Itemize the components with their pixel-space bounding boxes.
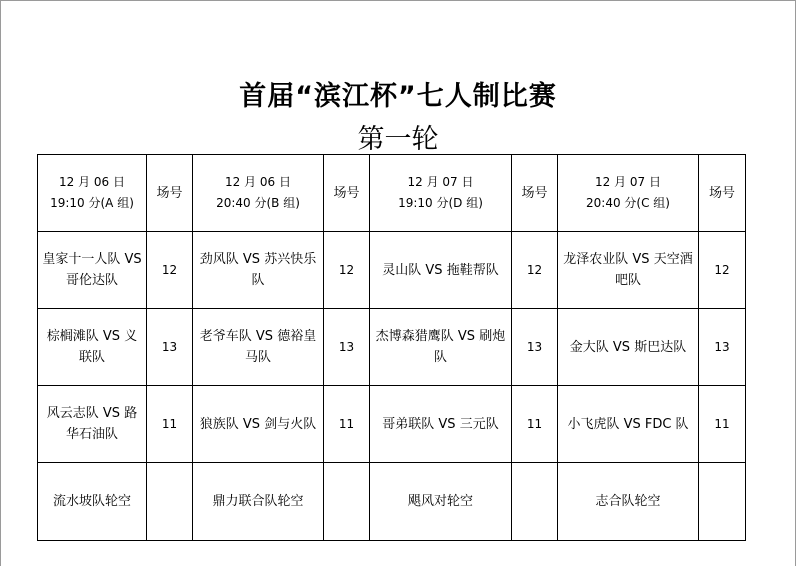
- bye-cell: 飓风对轮空: [370, 463, 512, 541]
- field-number-cell: 11: [699, 386, 746, 463]
- match-cell: 龙泽农业队 VS 天空酒吧队: [558, 232, 699, 309]
- session-date: 12 月 07 日: [595, 175, 661, 189]
- table-row: [38, 309, 746, 386]
- field-number-cell: 13: [147, 309, 193, 386]
- field-number-cell: [512, 463, 558, 541]
- field-number-cell: 12: [324, 232, 370, 309]
- round-subtitle: 第一轮: [357, 124, 439, 155]
- match-cell: 小飞虎队 VS FDC 队: [558, 386, 699, 463]
- session-header-b: [193, 155, 324, 232]
- session-header-d: [370, 155, 512, 232]
- match-cell: 杰博森猎鹰队 VS 刷炮队: [370, 309, 512, 386]
- field-header: 场号: [699, 155, 746, 232]
- session-header-a: [38, 155, 147, 232]
- match-cell: 老爷车队 VS 德裕皇马队: [193, 309, 324, 386]
- session-date: 12 月 06 日: [59, 175, 125, 189]
- field-number-cell: 13: [699, 309, 746, 386]
- field-number-cell: 12: [512, 232, 558, 309]
- match-cell: 灵山队 VS 拖鞋帮队: [370, 232, 512, 309]
- match-cell: 劲风队 VS 苏兴快乐队: [193, 232, 324, 309]
- match-cell: 棕榈滩队 VS 义联队: [38, 309, 147, 386]
- schedule-table: [37, 154, 746, 541]
- match-cell: 狼族队 VS 剑与火队: [193, 386, 324, 463]
- match-cell: 皇家十一人队 VS 哥伦达队: [38, 232, 147, 309]
- field-header: 场号: [147, 155, 193, 232]
- field-header: 场号: [324, 155, 370, 232]
- session-time: 20:40 分(B 组): [216, 196, 300, 210]
- bye-cell: 志合队轮空: [558, 463, 699, 541]
- match-cell: 哥弟联队 VS 三元队: [370, 386, 512, 463]
- field-number-cell: 13: [512, 309, 558, 386]
- session-time: 20:40 分(C 组): [586, 196, 670, 210]
- session-date: 12 月 07 日: [407, 175, 474, 189]
- field-number-cell: 12: [699, 232, 746, 309]
- session-time: 19:10 分(D 组): [398, 196, 483, 210]
- table-row: [38, 232, 746, 309]
- field-number-cell: [324, 463, 370, 541]
- field-number-cell: 13: [324, 309, 370, 386]
- field-number-cell: 11: [147, 386, 193, 463]
- match-cell: 金大队 VS 斯巴达队: [558, 309, 699, 386]
- match-cell: 风云志队 VS 路华石油队: [38, 386, 147, 463]
- field-number-cell: 11: [324, 386, 370, 463]
- session-time: 19:10 分(A 组): [50, 196, 134, 210]
- session-header-c: [558, 155, 699, 232]
- document-title: 首届“滨江杯”七人制比赛: [239, 81, 557, 112]
- bye-cell: 流水坡队轮空: [38, 463, 147, 541]
- page-edge-top: [0, 0, 796, 1]
- field-number-cell: 11: [512, 386, 558, 463]
- field-number-cell: [147, 463, 193, 541]
- field-number-cell: [699, 463, 746, 541]
- table-row: [38, 463, 746, 541]
- field-number-cell: 12: [147, 232, 193, 309]
- table-row: [38, 386, 746, 463]
- field-header: 场号: [512, 155, 558, 232]
- bye-cell: 鼎力联合队轮空: [193, 463, 324, 541]
- session-date: 12 月 06 日: [225, 175, 291, 189]
- header-row: [38, 155, 746, 232]
